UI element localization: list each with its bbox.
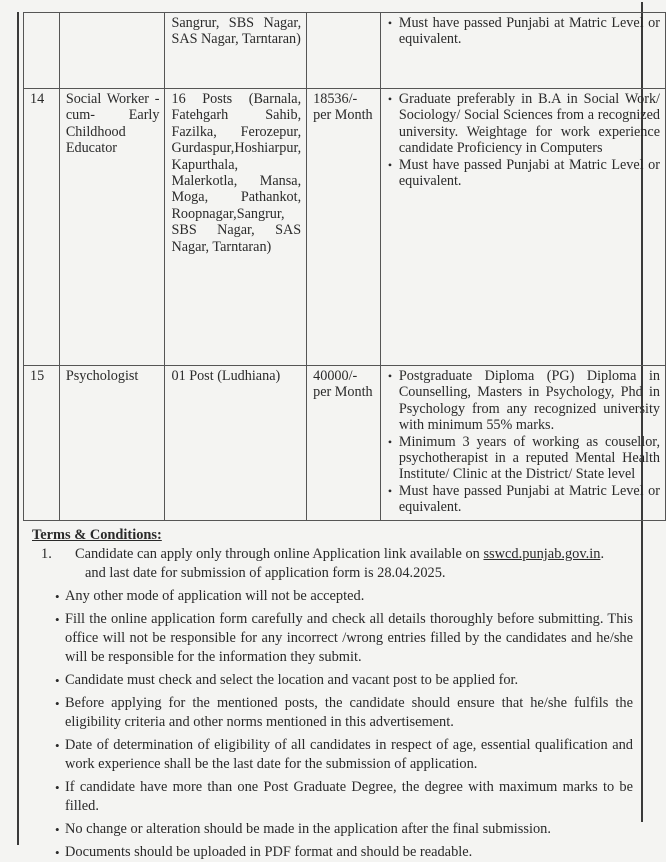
- terms-bullet: [33, 820, 633, 839]
- terms-text: If candidate have more than one Post Graduate Degree, the degree with maximum marks to be filled.: [65, 779, 633, 814]
- terms-bullet: [33, 694, 633, 732]
- qualifications-cell: [380, 366, 665, 521]
- serial-number-cell: [24, 13, 60, 89]
- bullet-icon: •: [55, 696, 60, 711]
- salary-cell: [307, 13, 381, 89]
- bullet-icon: •: [55, 780, 60, 795]
- terms-text: Date of determination of eligibility of all candidates in respect of age, essential qualification and work experience shall be the last date for the submission of application.: [65, 737, 633, 772]
- application-link[interactable]: sswcd.punjab.gov.in: [483, 546, 601, 562]
- terms-text: Candidate must check and select the location and vacant post to be applied for.: [65, 672, 519, 688]
- serial-number-cell: 15: [24, 366, 60, 521]
- qualifications-cell: [380, 13, 665, 89]
- table-row: [24, 89, 666, 366]
- qualification-item: • Graduate preferably in B.A in Social Work/ Sociology/ Social Sciences from a recognized university. Weightage for work experience candidate Proficiency in Computers: [399, 91, 660, 157]
- salary-cell: 40000/- per Month: [307, 366, 381, 521]
- post-name-cell: Psychologist: [59, 366, 165, 521]
- bullet-icon: •: [55, 612, 60, 627]
- locations-cell: 01 Post (Ludhiana): [165, 366, 307, 521]
- page-left-border: [17, 12, 19, 845]
- qualification-item: • Must have passed Punjabi at Matric Level or equivalent.: [399, 15, 660, 48]
- post-name-cell: Social Worker -cum- Early Childhood Educator: [59, 89, 165, 366]
- bullet-icon: •: [55, 738, 60, 753]
- terms-bullet: [33, 736, 633, 774]
- terms-item-1: 1. Candidate can apply only through online Application link available on sswcd.punjab.gov.in. and last date for submission of application form is 28.04.2025.: [33, 545, 633, 583]
- bullet-icon: •: [55, 845, 60, 860]
- terms-continuation: and last date for submission of application form is 28.04.2025.: [85, 565, 446, 581]
- terms-text: Documents should be uploaded in PDF format and should be readable.: [65, 844, 473, 860]
- locations-cell: 16 Posts (Barnala, Fatehgarh Sahib, Fazilka, Ferozepur, Gurdaspur,Hoshiarpur, Kapurthala, Malerkotla, Mansa, Moga, Pathankot, Roopnagar,Sangrur, SBS Nagar, SAS Nagar, Tarntaran): [165, 89, 307, 366]
- terms-text: Before applying for the mentioned posts, the candidate should ensure that he/she fulfils the eligibility criteria and other norms mentioned in this advertisement.: [65, 695, 633, 730]
- terms-section: [33, 526, 633, 862]
- posts-table: [23, 12, 666, 521]
- qualification-item: • Minimum 3 years of working as cousellor, psychotherapist in a reputed Mental Health Institute/ Clinic at the District/ State level: [399, 434, 660, 483]
- salary-cell: 18536/- per Month: [307, 89, 381, 366]
- bullet-icon: •: [55, 822, 60, 837]
- terms-text: Any other mode of application will not be accepted.: [65, 588, 365, 604]
- terms-heading: Terms & Conditions:: [32, 527, 162, 543]
- terms-bullet: [33, 610, 633, 667]
- terms-bullet: [33, 587, 633, 606]
- table-row: [24, 366, 666, 521]
- terms-text: Fill the online application form carefully and check all details thoroughly before submitting. This office will not be responsible for any incorrect /wrong entries filled by the candidates and he/she will be responsible for the information they submit.: [65, 611, 633, 665]
- bullet-icon: •: [55, 589, 60, 604]
- qualifications-cell: [380, 89, 665, 366]
- bullet-icon: •: [55, 673, 60, 688]
- terms-text: Candidate can apply only through online Application link available on: [75, 546, 484, 562]
- qualification-item: • Must have passed Punjabi at Matric Level or equivalent.: [399, 157, 660, 190]
- serial-number-cell: 14: [24, 89, 60, 366]
- terms-bullet: [33, 843, 633, 862]
- post-name-cell: [59, 13, 165, 89]
- number-marker: 1.: [41, 546, 52, 562]
- terms-bullet: [33, 778, 633, 816]
- table-row: [24, 13, 666, 89]
- qualification-item: • Must have passed Punjabi at Matric Level or equivalent.: [399, 483, 660, 516]
- terms-text: No change or alteration should be made in the application after the final submission.: [65, 821, 551, 837]
- qualification-item: • Postgraduate Diploma (PG) Diploma in Counselling, Masters in Psychology, Phd in Psychology from any recognized university with minimum 55% marks.: [399, 368, 660, 434]
- terms-bullet: [33, 671, 633, 690]
- locations-cell: Sangrur, SBS Nagar, SAS Nagar, Tarntaran): [165, 13, 307, 89]
